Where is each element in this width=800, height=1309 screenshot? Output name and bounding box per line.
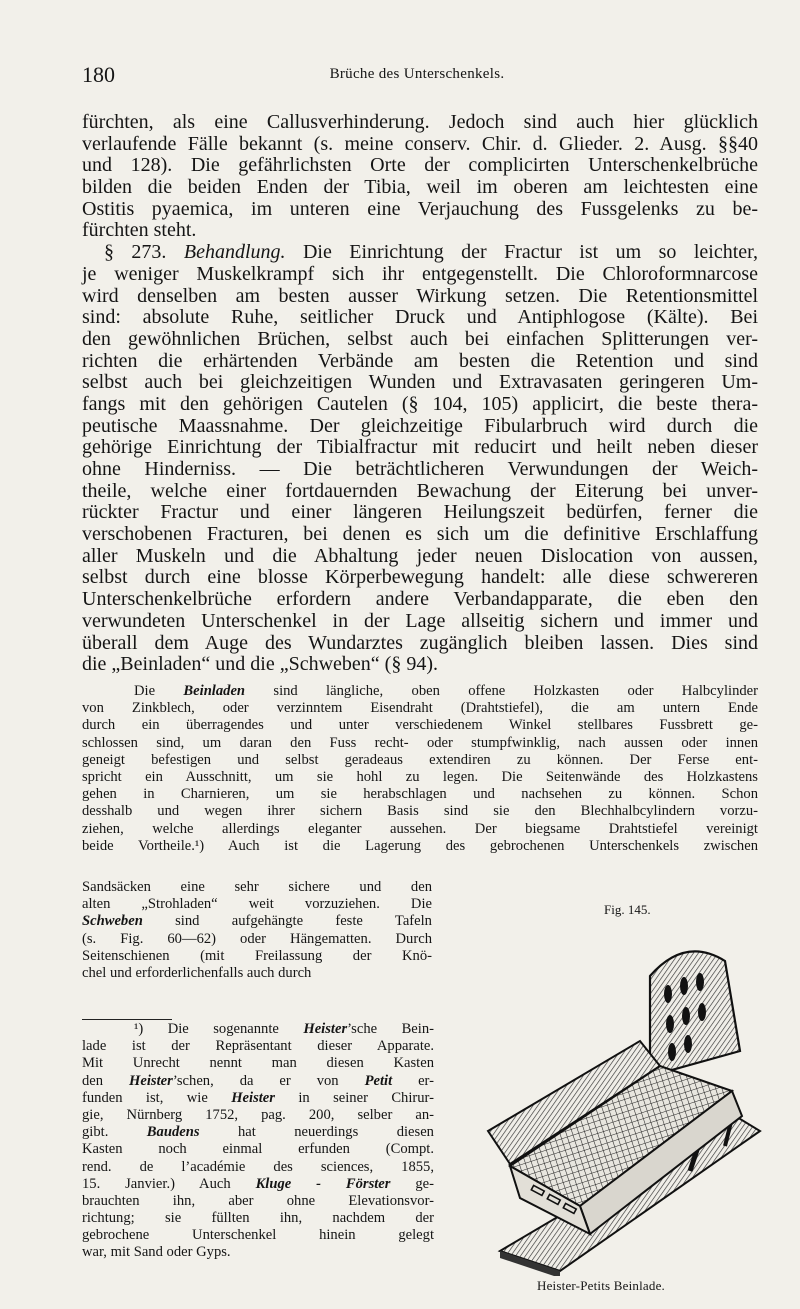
text-line: Ostitis pyaemica, im unteren eine Verjauchung des Fussgelenks zu be-	[82, 197, 758, 220]
section-273-first-line	[82, 242, 758, 264]
text-span: funden ist, wie	[82, 1089, 208, 1106]
text-line: bilden die beiden Enden der Tibia, weil im oberen am leichtesten eine	[82, 176, 758, 199]
left-column-text	[82, 879, 432, 982]
text-line: peutische Maassnahme. Der gleichzeitige Fibularbruch wird durch die	[82, 414, 758, 437]
small-first-line	[82, 683, 758, 700]
footnote-line: lade ist der Repräsentant dieser Apparate.	[82, 1038, 434, 1055]
text-line: selbst auch bei gleichzeitigen Wunden und Extravasaten geringeren Um-	[82, 371, 758, 394]
text-line: durch ein überragendes und unter verschiedenem Winkel stellbares Fussbrett ge-	[82, 717, 758, 734]
text-line	[82, 913, 432, 930]
text-line: alten „Strohladen“ weit vorzuziehen. Die	[82, 896, 432, 913]
text-span: sind längliche, oben offene Holzkasten oder Halbcylinder	[273, 683, 758, 699]
text-line: fangs mit den gehörigen Cautelen (§ 104, 105) applicirt, die beste thera-	[82, 392, 758, 415]
footnote-line: rend. de l’académie des sciences, 1855,	[82, 1158, 434, 1175]
text-line: überall dem Auge des Wundarztes zugänglich bleiben lassen. Dies sind	[82, 631, 758, 654]
footnote-line: gebrochene Unterschenkel hinein gelegt	[82, 1227, 434, 1244]
text-span: sind aufgehängte feste Tafeln	[175, 913, 432, 930]
text-line: je weniger Muskelkrampf sich ihr entgegenstellt. Die Chloroformnarcose	[82, 262, 758, 285]
name-heister: Heister	[129, 1072, 173, 1089]
text-line: Unterschenkelbrüche erfordern andere Verbandapparate, die eben den	[82, 588, 758, 611]
text-span: ’schen, da er von	[172, 1072, 339, 1089]
text-line: beide Vortheile.¹) Auch ist die Lagerung des gebrochenen Unterschenkels zwischen	[82, 837, 758, 854]
text-span: den	[82, 1072, 104, 1089]
text-line: von Zinkblech, oder verzinntem Eisendraht (Drahtstiefel), die am untern Ende	[82, 700, 758, 717]
running-head: Brüche des Unterschenkels.	[329, 66, 505, 82]
name-baudens: Baudens	[146, 1124, 200, 1141]
footnote-line: richtung; sie füllten ihn, nachdem der	[82, 1210, 434, 1227]
section-number: § 273.	[104, 241, 167, 264]
text-line: schlossen sind, um daran den Fuss recht- oder stumpfwinklig, nach aussen oder innen	[82, 734, 758, 751]
term-schweben: Schweben	[82, 913, 143, 930]
footnote-line	[82, 1176, 434, 1193]
text-line: spricht ein Ausschnitt, um sie hohl zu legen. Die Seitenwände des Holzkastens	[82, 768, 758, 785]
text-line: selbst durch eine blosse Körperbewegung handelt: alle diese schwereren	[82, 566, 758, 589]
footnote-line	[82, 1021, 434, 1038]
text-span: ’sche Bein-	[347, 1021, 434, 1037]
text-line: und 128). Die gefährlichsten Orte der complicirten Unterschenkelbrüche	[82, 154, 758, 177]
page-header	[82, 62, 782, 98]
text-line: ziehen, welche allerdings eleganter aussehen. Der biegsame Drahtstiefel vereinigt	[82, 820, 758, 837]
footnote-line: Mit Unrecht nennt man diesen Kasten	[82, 1055, 434, 1072]
footnote-line	[82, 1073, 434, 1090]
main-text	[82, 112, 758, 676]
text-line: aller Muskeln und die Abhaltung jeder neuen Dislocation von aussen,	[82, 544, 758, 567]
footnote	[82, 1021, 434, 1262]
text-span: ge-	[415, 1175, 434, 1192]
text-line: ohne Hinderniss. — Die beträchtlicheren Verwundungen der Weich-	[82, 458, 758, 480]
text-span: gibt.	[82, 1124, 109, 1141]
text-span: in seiner Chirur-	[298, 1089, 434, 1106]
name-heister: Heister	[303, 1021, 348, 1037]
footnote-line: Kasten noch einmal erfunden (Compt.	[82, 1141, 434, 1158]
text-line: (s. Fig. 60—62) oder Hängematten. Durch	[82, 930, 432, 947]
text-line: die „Beinladen“ und die „Schweben“ (§ 94).	[82, 653, 438, 676]
footnote-line: gie, Nürnberg 1752, pag. 200, selber an-	[82, 1106, 434, 1123]
small-print-paragraph	[82, 683, 758, 855]
text-line: Seitenschienen (mit Freilassung der Knö-	[82, 947, 432, 964]
footnote-line: war, mit Sand oder Gyps.	[82, 1244, 231, 1261]
text-line: sind: absolute Ruhe, seitlicher Druck und Antiphlogose (Kälte). Bei	[82, 306, 758, 329]
text-line: den gewöhnlichen Brüchen, selbst auch bei einfachen Splitterungen ver-	[82, 327, 758, 350]
text-line: verlaufende Fälle bekannt (s. meine conserv. Chir. d. Glieder. 2. Ausg. §§40	[82, 132, 758, 155]
text-line: chel und erforderlichenfalls auch durch	[82, 964, 312, 981]
name-kluge-foerster: Kluge - Förster	[255, 1175, 391, 1192]
text-line: verschobenen Fracturen, bei denen es sich um die definitive Erschlaffung	[82, 523, 758, 546]
text-span: Die Einrichtung der Fractur ist um so leichter,	[302, 241, 758, 264]
section-heading: Behandlung.	[183, 241, 286, 264]
text-line: verwundeten Unterschenkel in der Lage allseitig sichern und immer und	[82, 609, 758, 632]
text-line: richten die erhärtenden Verbände am besten die Retention und sind	[82, 349, 758, 372]
text-line: gehörige Einrichtung der Tibialfractur mit reducirt und heilt neben dieser	[82, 436, 758, 459]
text-span: ¹) Die sogenannte	[134, 1021, 279, 1037]
name-petit: Petit	[364, 1072, 393, 1089]
text-line: Sandsäcken eine sehr sichere und den	[82, 879, 432, 895]
figure-label: Fig. 145.	[604, 902, 651, 917]
text-line: rückter Fractur und einer längeren Heilungszeit bedürfen, ferner die	[82, 501, 758, 524]
footnote-line	[82, 1090, 434, 1107]
text-line: desshalb und wegen ihrer sichern Basis sind sie den Blechhalbcylindern vorzu-	[82, 803, 758, 820]
text-line: theile, welche einer fortdauernden Bewachung der Eiterung bei unver-	[82, 479, 758, 502]
page-number: 180	[82, 62, 115, 87]
name-heister: Heister	[231, 1089, 275, 1106]
text-line: wird denselben am besten ausser Wirkung setzen. Die Retentionsmittel	[82, 284, 758, 307]
figure-caption: Heister-Petits Beinlade.	[537, 1278, 666, 1293]
footnote-divider	[82, 1019, 172, 1020]
footnote-line	[82, 1124, 434, 1141]
text-span: hat neuerdings diesen	[237, 1124, 434, 1141]
term-beinladen: Beinladen	[183, 683, 246, 699]
text-line: gehen in Charnieren, um sie herabschlagen und nachsehen zu können. Schon	[82, 786, 758, 803]
beinlade-illustration	[470, 916, 770, 1276]
footnote-line: brauchten ihn, aber ohne Elevationsvor-	[82, 1192, 434, 1209]
text-span: Die	[134, 683, 156, 699]
text-line: fürchten, als eine Callusverhinderung. Jedoch sind auch hier glücklich	[82, 111, 758, 133]
text-line: fürchten steht.	[82, 219, 197, 242]
text-span: 15. Janvier.) Auch	[82, 1175, 231, 1192]
text-span: er-	[418, 1072, 434, 1089]
text-line: geneigt befestigen und selbst geradeaus extendiren zu können. Der Ferse ent-	[82, 751, 758, 768]
